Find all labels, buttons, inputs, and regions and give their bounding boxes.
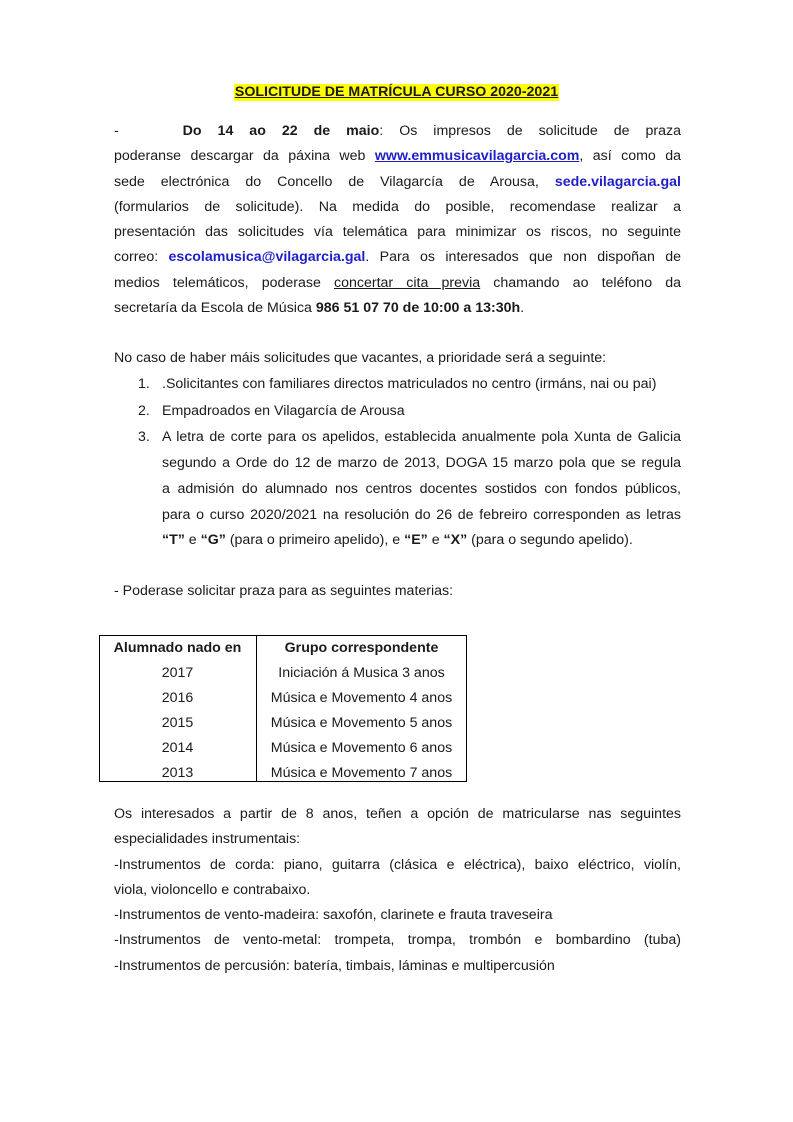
instruments-line-7: -Instrumentos de percusión: batería, timbais, láminas e multipercusión — [114, 957, 555, 974]
table-row — [99, 710, 467, 735]
table-header-row — [99, 635, 467, 660]
intro-line-5: presentación das solicitudes vía telemática para minimizar os riscos, no seguinte — [114, 224, 681, 241]
cell-year: 2014 — [161, 739, 194, 756]
cell-group: Música e Movemento 4 anos — [270, 689, 453, 706]
priority-intro: No caso de haber máis solicitudes que vacantes, a prioridade será a seguinte: — [114, 350, 607, 366]
instruments-line-6: -Instrumentos de vento-metal: trompeta, trompa, trombón e bombardino (tuba) — [114, 932, 681, 949]
cell-year: 2016 — [161, 689, 194, 706]
groups-table — [99, 635, 467, 785]
intro-line-3: sede electrónica do Concello de Vilagarcía de Arousa, sede.vilagarcia.gal — [114, 173, 681, 190]
cell-group: Iniciación á Musica 3 anos — [278, 664, 445, 681]
cell-group: Música e Movemento 7 anos — [270, 764, 453, 781]
table-row — [99, 685, 467, 710]
date-range: Do 14 ao 22 de maio — [182, 123, 380, 139]
intro-line-8: secretaría da Escola de Música 986 51 07 70 de 10:00 a 13:30h. — [114, 300, 525, 317]
sede-link[interactable]: sede.vilagarcia.gal — [554, 173, 681, 190]
intro-line-2: poderanse descargar da páxina web www.emmusicavilagarcia.com, así como da — [114, 148, 682, 165]
intro-paragraph — [114, 119, 681, 321]
table-row — [99, 735, 467, 760]
intro-line-7: medios telemáticos, poderase concertar cita previa chamando ao teléfono da — [114, 274, 682, 291]
materias-intro: - Poderase solicitar praza para as seguintes materias: — [114, 583, 454, 599]
instruments-line-3: -Instrumentos de corda: piano, guitarra (clásica e eléctrica), baixo eléctrico, violín, — [114, 856, 681, 873]
phone-hours: 986 51 07 70 de 10:00 a 13:30h — [315, 300, 521, 317]
website-link[interactable]: www.emmusicavilagarcia.com — [374, 148, 580, 165]
table-row — [99, 660, 467, 685]
header-birth-year: Alumnado nado en — [113, 639, 242, 656]
list-item: 1. .Solicitantes con familiares directos matriculados no centro (irmáns, nai ou pai) — [138, 376, 657, 392]
cell-year: 2013 — [161, 764, 194, 781]
priority-list — [114, 372, 681, 555]
cita-previa: concertar cita previa — [334, 274, 481, 291]
cell-year: 2017 — [161, 664, 194, 681]
instruments-line-1: Os interesados a partir de 8 anos, teñen a opción de matricularse nas seguintes — [114, 806, 681, 822]
cell-year: 2015 — [161, 714, 194, 731]
intro-line-1: - Do 14 ao 22 de maio: Os impresos de solicitude de praza — [114, 123, 681, 139]
instruments-paragraph — [114, 802, 681, 979]
instruments-line-5: -Instrumentos de vento-madeira: saxofón, clarinete e frauta traveseira — [114, 907, 553, 924]
cell-group: Música e Movemento 6 anos — [270, 739, 453, 756]
list-item: 2. Empadroados en Vilagarcía de Arousa — [138, 402, 405, 419]
title-wrap — [0, 84, 793, 101]
header-group: Grupo correspondente — [284, 639, 439, 656]
intro-line-6: correo: escolamusica@vilagarcia.gal. Para os interesados que non dispoñan de — [114, 249, 681, 266]
table-row — [99, 760, 467, 785]
instruments-line-4: viola, violoncello e contrabaixo. — [114, 881, 311, 898]
email-link[interactable]: escolamusica@vilagarcia.gal — [168, 249, 366, 266]
cell-group: Música e Movemento 5 anos — [270, 714, 453, 731]
document-title: SOLICITUDE DE MATRÍCULA CURSO 2020-2021 — [234, 84, 559, 100]
intro-line-4: (formularios de solicitude). Na medida do posible, recomendase realizar a — [114, 198, 681, 215]
list-item: 3. A letra de corte para os apelidos, establecida anualmente pola Xunta de Galicia segundo a Orde do 12 de marzo de 2013, DOGA 15 marzo pola que se regula a admisión do alumnado nos centros docentes sostidos con fondos públicos, para o curso 2020/2021 na resolución do 26 de febreiro corresponden as letras “T” e “G” (para o primeiro apelido), e “E” e “X” (para o segundo apelido). — [138, 429, 681, 549]
instruments-line-2: especialidades instrumentais: — [114, 831, 301, 848]
